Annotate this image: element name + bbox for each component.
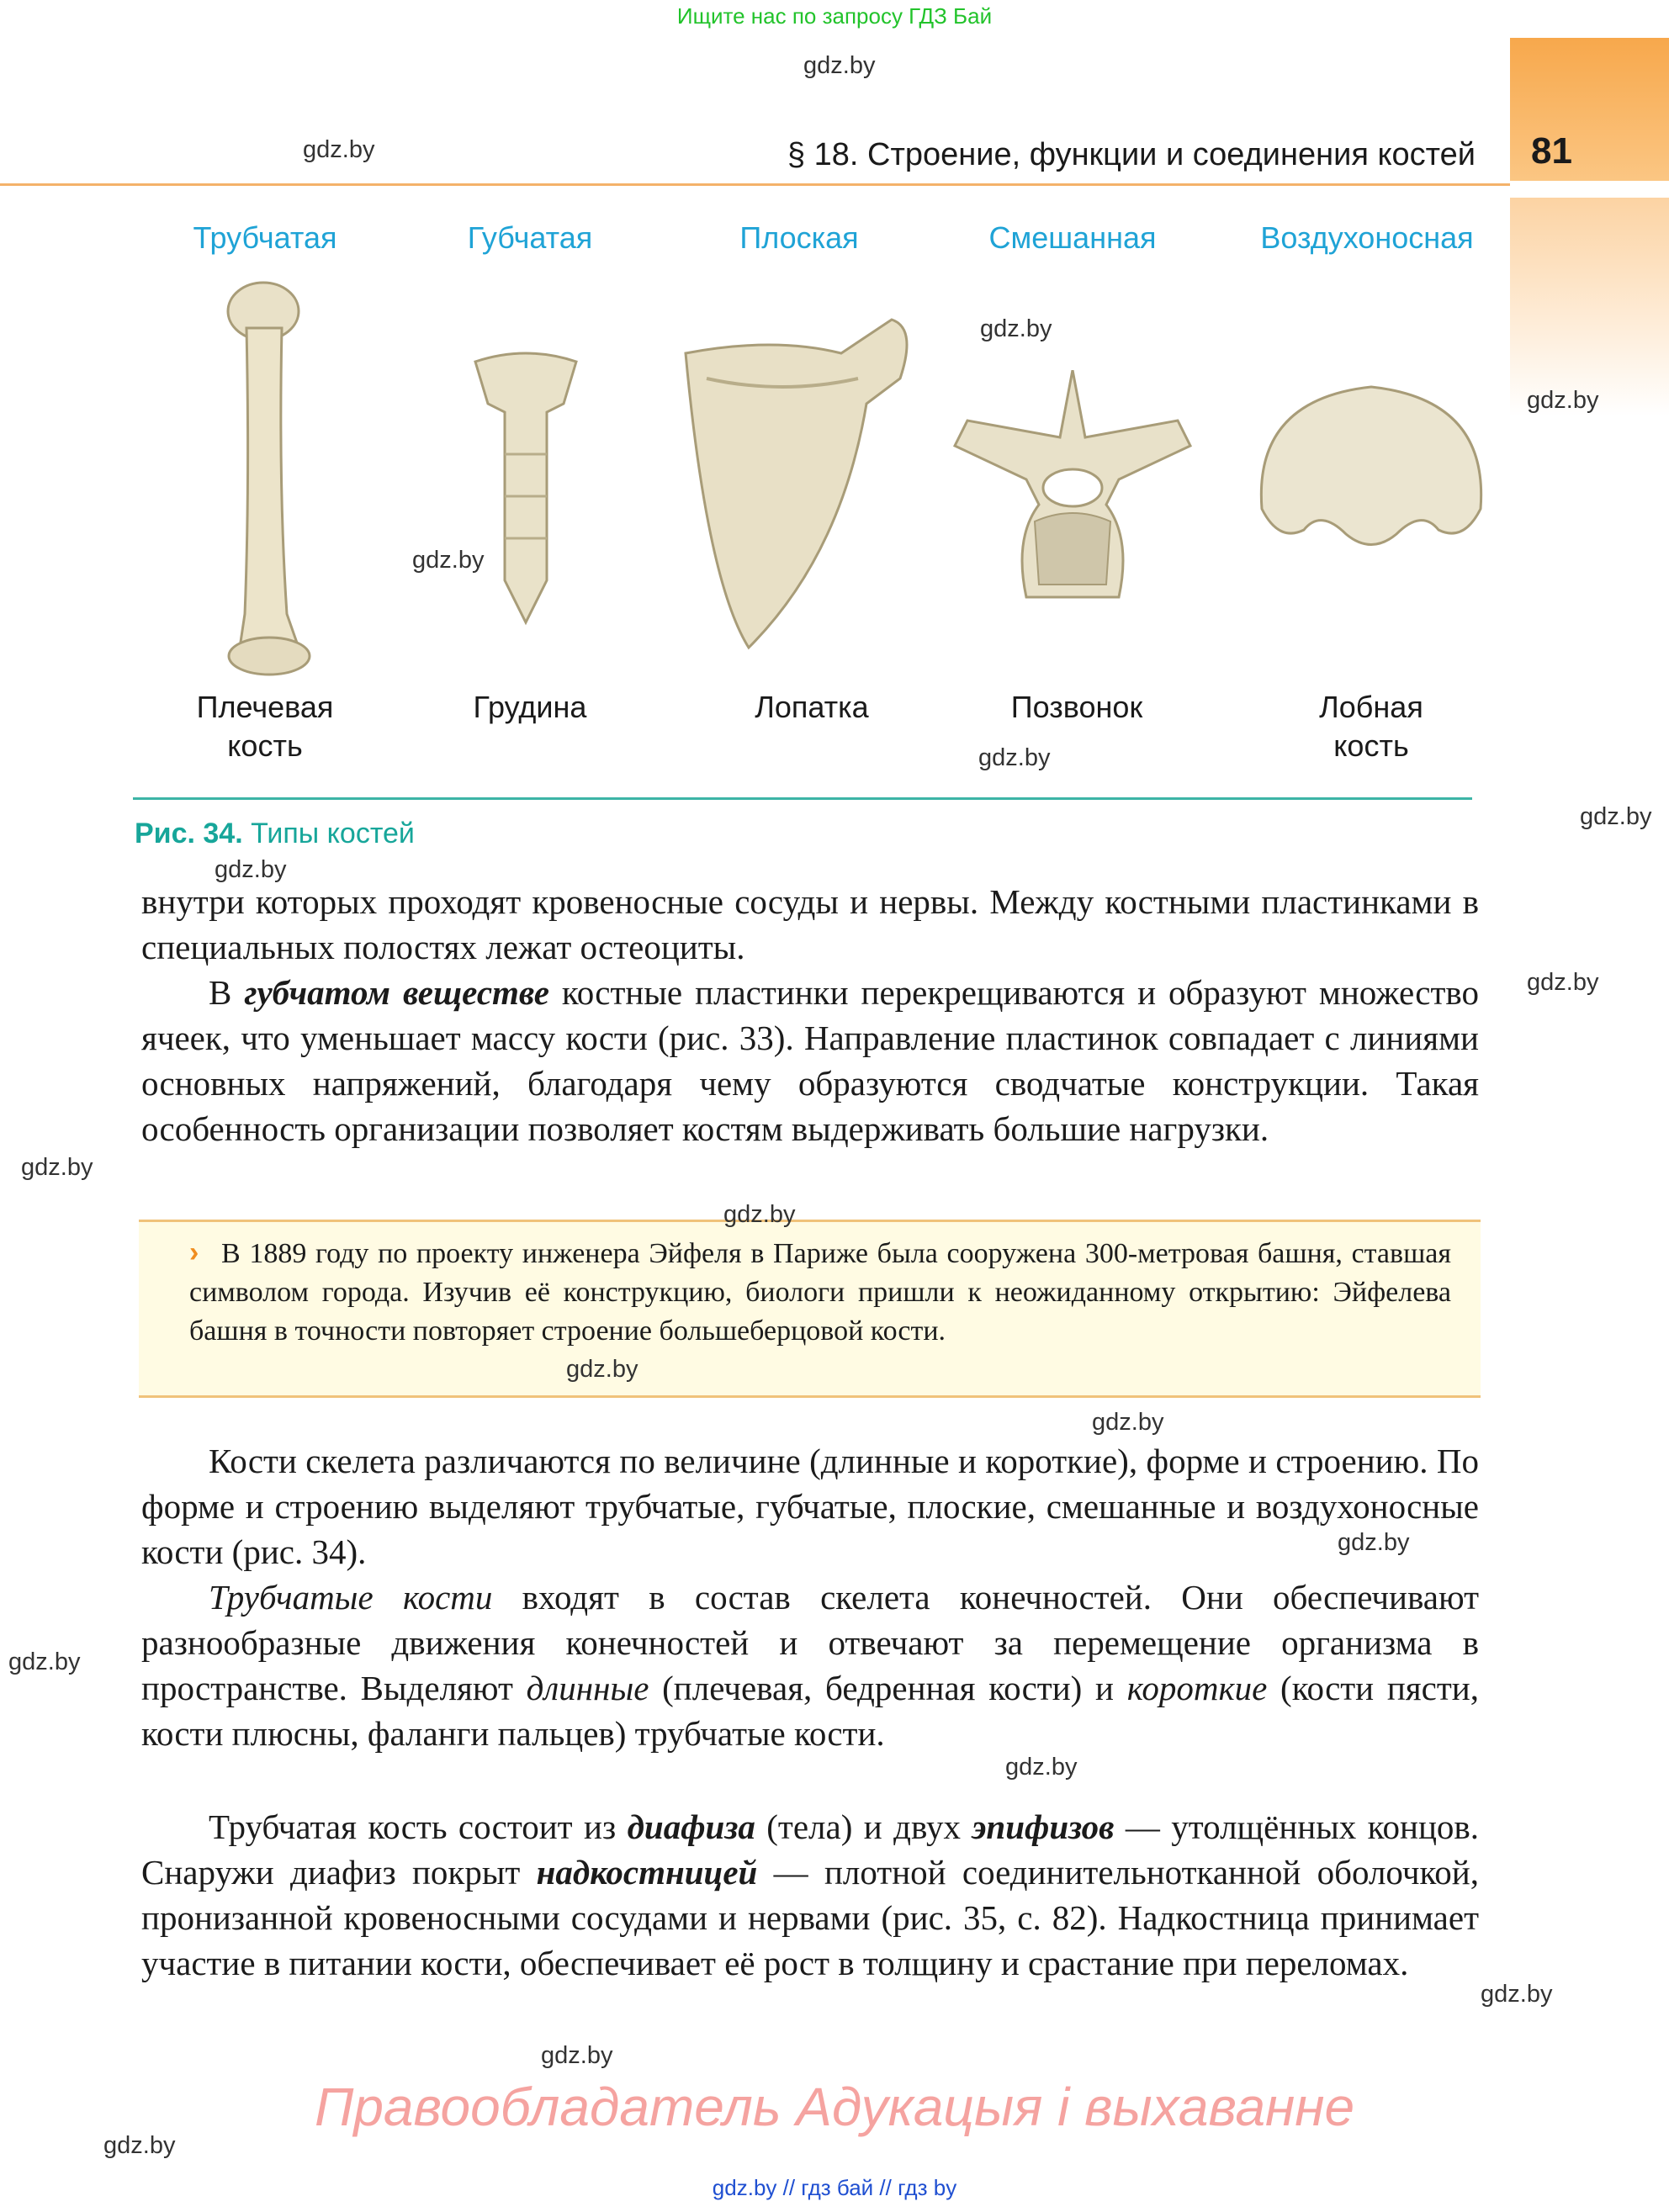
term-tubular-bones: Трубчатые кости [209, 1578, 493, 1617]
paragraph-3 [141, 1438, 1479, 1574]
watermark: gdz.by [566, 1356, 638, 1383]
watermark: gdz.by [21, 1154, 93, 1181]
term-diaphysis: диафиза [627, 1807, 755, 1846]
frontal-bone-illustration [1253, 383, 1489, 564]
watermark: gdz.by [1527, 969, 1599, 996]
watermark: gdz.by [303, 136, 375, 163]
caption-label: Рис. 34. [135, 818, 243, 849]
note-arrow-icon: › [189, 1236, 199, 1268]
fact-text [189, 1235, 1451, 1351]
p2-pre: В [209, 973, 245, 1012]
watermark: gdz.by [1092, 1409, 1164, 1436]
paragraph-1: внутри которых проходят кровеносные сосуды и нервы. Между костными пластинками в специальных полостях лежат остеоциты. [141, 882, 1479, 966]
p2-post: костные пластинки перекрещиваются и образуют множество ячеек, что уменьшает массу кости (рис. 33). Направление пластинок совпадает с линиями основных напряжений, благодаря чему образуются сводчатые конструкции. Такая особенность организации позволяет костям выдерживать большие нагрузки. [141, 973, 1479, 1148]
bone-type-tubular: Трубчатая [193, 220, 337, 255]
bone-name-frontal: Лобная кость [1319, 690, 1423, 763]
bone-type-flat: Плоская [739, 220, 859, 255]
scapula-illustration [673, 303, 917, 656]
bone-type-pneumatic: Воздухоносная [1260, 220, 1474, 255]
watermark: gdz.by [1338, 1529, 1410, 1556]
fact-text-body: В 1889 году по проекту инженера Эйфеля в Париже была сооружена 300-метровая башня, ставшая символом города. Изучив её конструкцию, биологи пришли к неожиданному открытию: Эйфелева башня в точности повторяет строение большеберцовой кости. [189, 1238, 1451, 1347]
watermark: gdz.by [803, 52, 876, 79]
paragraph-5 [141, 1804, 1479, 1986]
footer-links: gdz.by // гдз бай // гдз by [712, 2175, 957, 2200]
p4-mid1: входят в состав скелета конечностей. Они обеспечивают разнообразные движения конечностей и отвечают за перемещение организма в пространстве. Выделяют [141, 1578, 1479, 1707]
bone-name-vertebra: Позвонок [1010, 690, 1143, 724]
watermark: gdz.by [1527, 387, 1599, 414]
p3-text: Кости скелета различаются по величине (длинные и короткие), форме и строению. По форме и строению выделяют трубчатые, губчатые, плоские, смешанные и воздухоносные кости (рис. 34). [141, 1442, 1479, 1571]
bone-name-scapula: Лопатка [755, 690, 869, 724]
bone-type-mixed: Смешанная [988, 220, 1157, 255]
term-periosteum: надкостницей [536, 1853, 758, 1892]
p4-mid2: (плечевая, бедренная кости) и [649, 1669, 1127, 1707]
term-epiphyses: эпифизов [972, 1807, 1115, 1846]
term-short: короткие [1126, 1669, 1268, 1707]
page-number: 81 [1531, 130, 1572, 172]
watermark: gdz.by [215, 856, 287, 883]
term-long: длинные [526, 1669, 649, 1707]
figure-caption [135, 818, 415, 850]
p5-mid1: (тела) и двух [755, 1807, 972, 1846]
section-title: § 18. Строение, функции и соединения костей [787, 137, 1476, 172]
term-spongy-substance: губчатом веществе [244, 973, 549, 1012]
top-search-note: Ищите нас по запросу ГДЗ Бай [676, 3, 993, 29]
watermark: gdz.by [8, 1648, 81, 1675]
paragraph-2 [141, 970, 1479, 1151]
watermark: gdz.by [412, 547, 485, 574]
margin-gradient [1510, 198, 1669, 416]
humerus-illustration [206, 278, 324, 681]
watermark: gdz.by [103, 2132, 176, 2159]
figure-divider [133, 797, 1472, 800]
watermark: gdz.by [723, 1201, 796, 1228]
bone-name-humerus: Плечевая кость [196, 690, 334, 763]
p5-mid2: — утолщённых концов. Снаружи диафиз покрыт [141, 1807, 1479, 1892]
watermark: gdz.by [1580, 803, 1652, 830]
watermark: gdz.by [541, 2042, 613, 2069]
copyright-notice: Правообладатель Адукацыя і выхаванне [314, 2077, 1355, 2137]
p4-end: (кости пясти, кости плюсны, фаланги пальцев) трубчатые кости. [141, 1669, 1479, 1753]
paragraph-4 [141, 1574, 1479, 1756]
p5-pre: Трубчатая кость состоит из [209, 1807, 628, 1846]
vertebra-illustration [951, 370, 1195, 606]
p5-end: — плотной соединительнотканной оболочкой, пронизанной кровеносными сосудами и нервами (рис. 35, с. 82). Надкостница принимает участие в питании кости, обеспечивает её рост в толщину и срастание при переломах. [141, 1853, 1480, 1982]
bone-type-spongy: Губчатая [467, 220, 593, 255]
watermark: gdz.by [980, 315, 1052, 342]
sternum-illustration [467, 345, 585, 631]
watermark: gdz.by [1005, 1754, 1078, 1781]
caption-text: Типы костей [251, 818, 415, 849]
bone-name-sternum: Грудина [473, 690, 587, 724]
watermark: gdz.by [978, 744, 1051, 771]
header-divider [0, 183, 1510, 186]
watermark: gdz.by [1481, 1981, 1553, 2008]
